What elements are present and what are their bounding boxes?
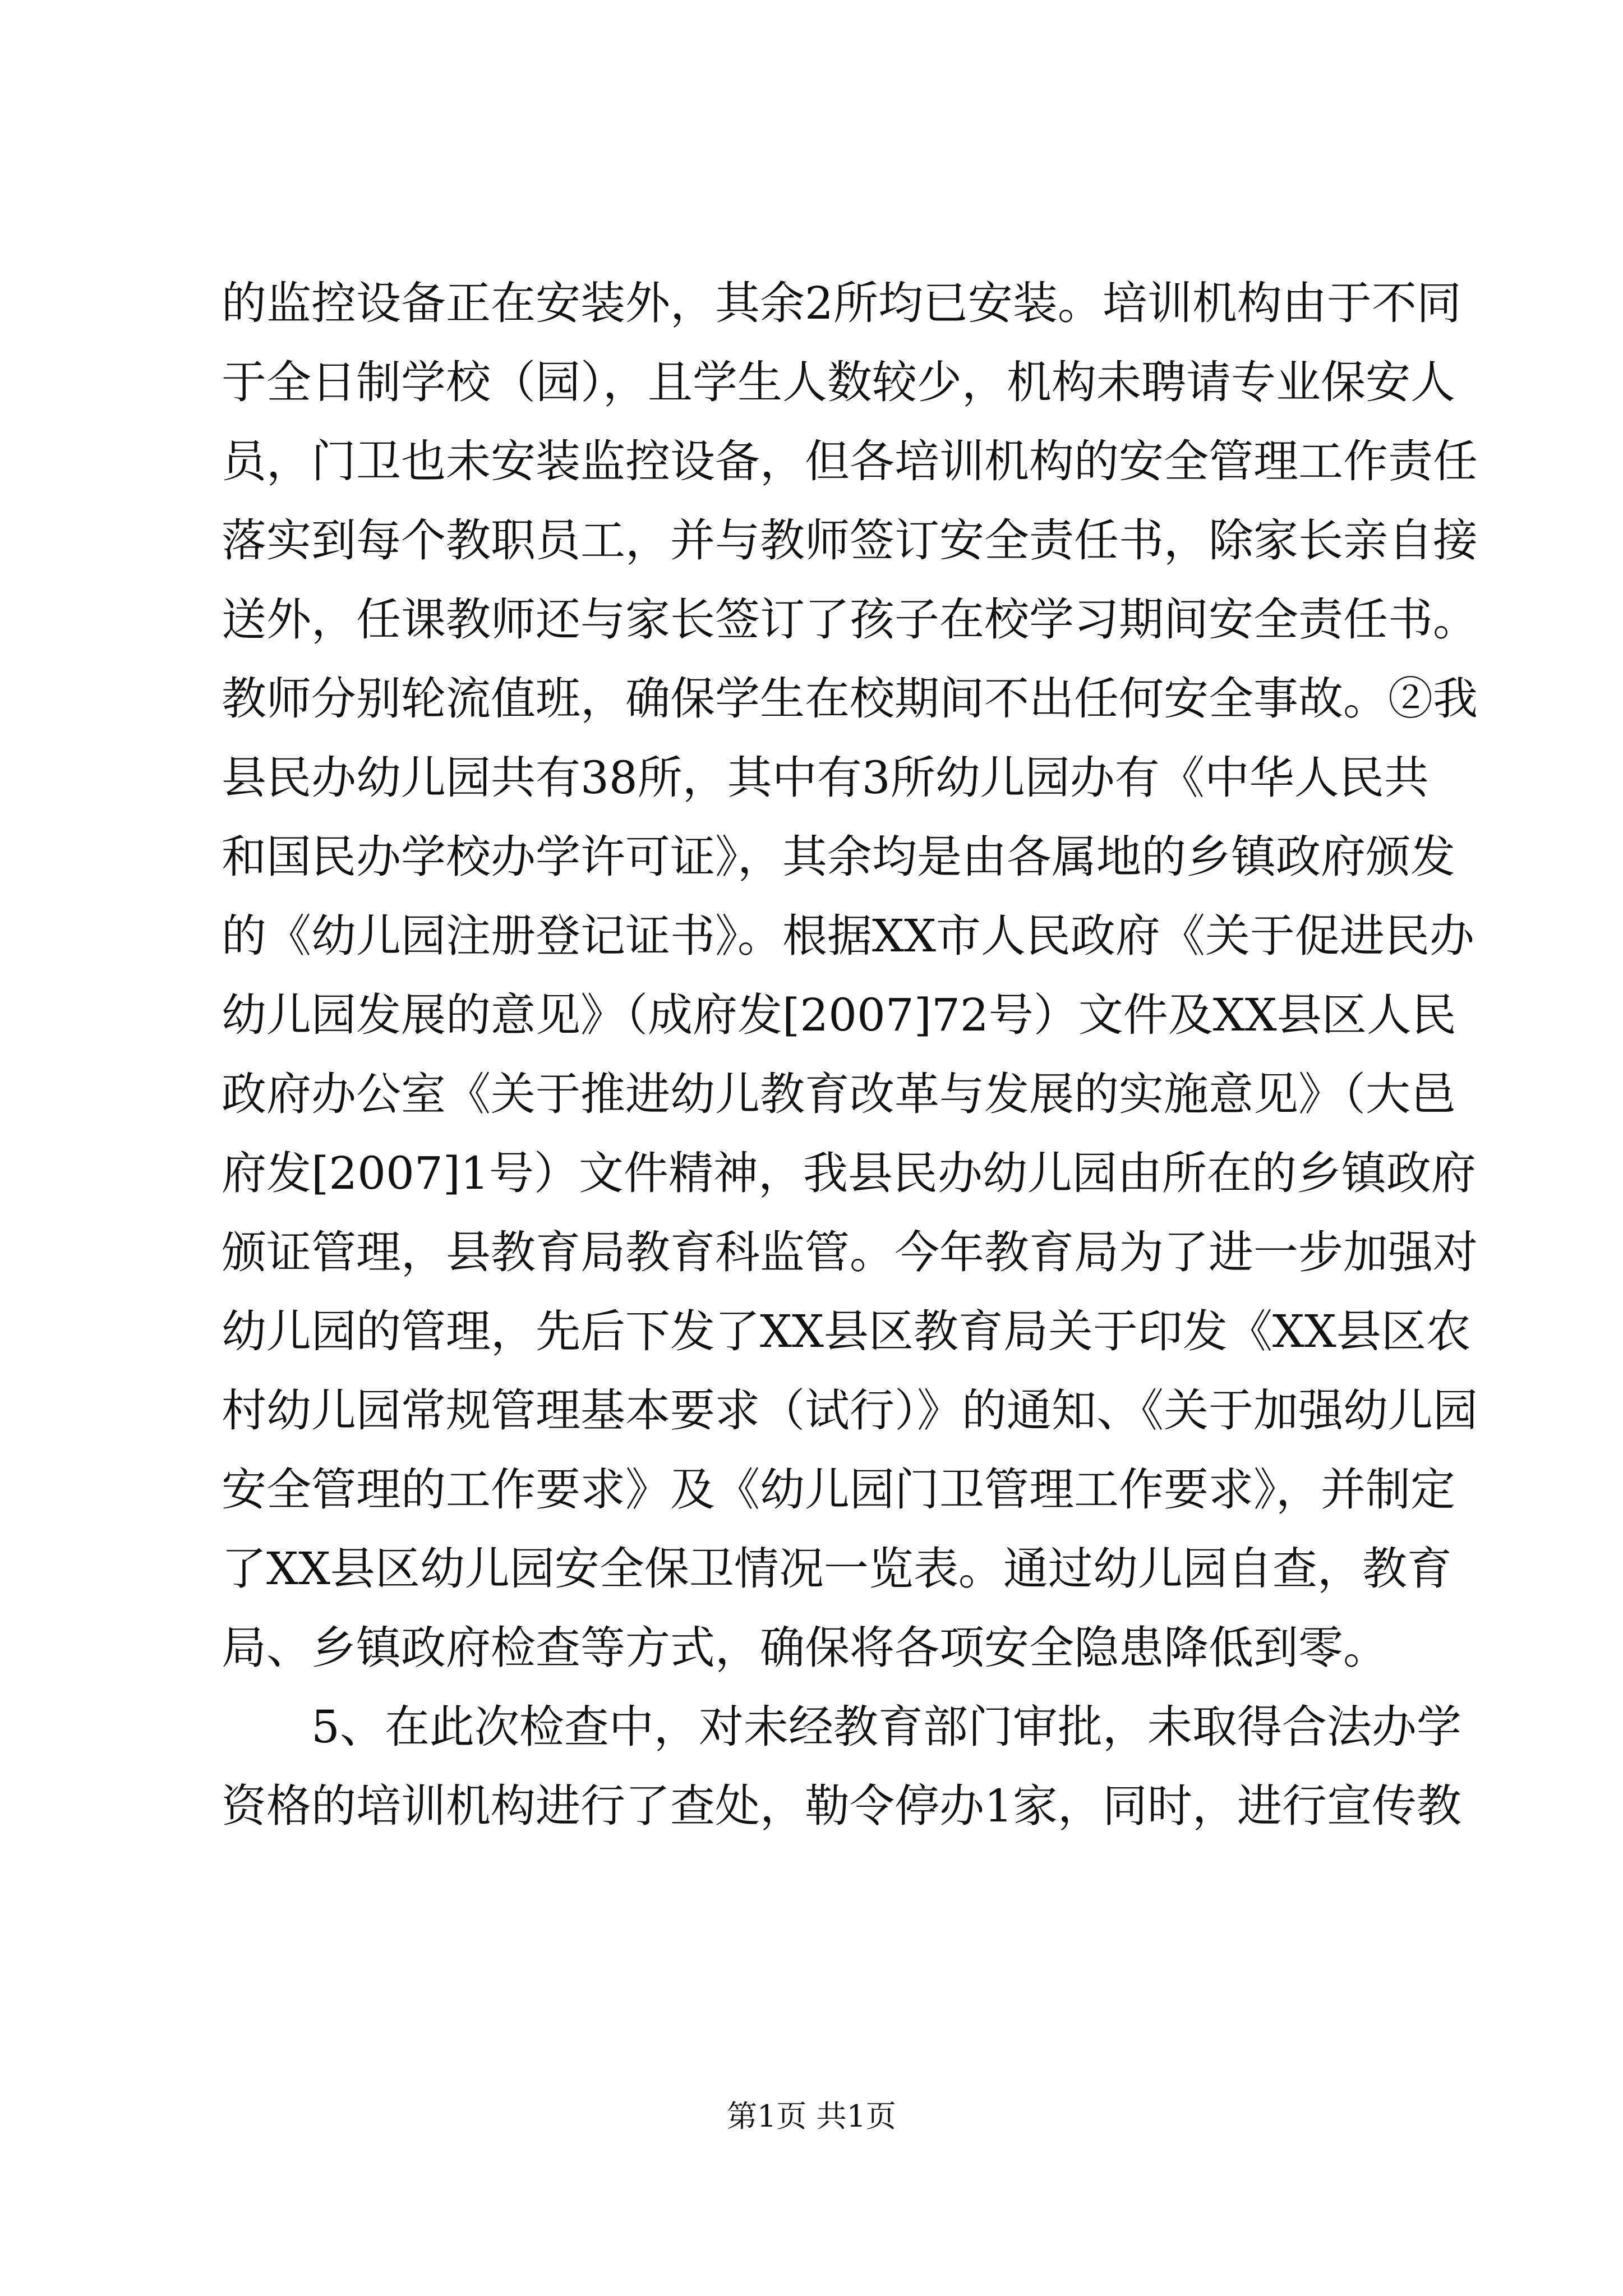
text-line: 幼儿园发展的意见》（成府发[2007]72号）文件及XX县区人民 bbox=[222, 989, 1456, 1041]
text-line: 教师分别轮流值班，确保学生在校期间不出任何安全事故。②我 bbox=[222, 673, 1478, 725]
text-line: 政府办公室《关于推进幼儿教育改革与发展的实施意见》（大邑 bbox=[222, 1068, 1455, 1120]
page-footer: 第1页 共1页 bbox=[727, 2099, 896, 2134]
text-line: 安全管理的工作要求》及《幼儿园门卫管理工作要求》，并制定 bbox=[222, 1464, 1455, 1516]
text-line: 颁证管理，县教育局教育科监管。今年教育局为了进一步加强对 bbox=[222, 1226, 1478, 1278]
text-line: 幼儿园的管理，先后下发了XX县区教育局关于印发《XX县区农 bbox=[222, 1305, 1471, 1358]
text-line: 的监控设备正在安装外，其余2所均已安装。培训机构由于不同 bbox=[222, 277, 1461, 329]
text-line: 资格的培训机构进行了查处，勒令停办1家，同时，进行宣传教 bbox=[222, 1780, 1461, 1832]
text-line-paragraph-start: 5、在此次检查中，对未经教育部门审批，未取得合法办学 bbox=[222, 1701, 1461, 1753]
text-line: 了XX县区幼儿园安全保卫情况一览表。通过幼儿园自查，教育 bbox=[222, 1543, 1452, 1595]
text-line: 和国民办学校办学许可证》，其余均是由各属地的乡镇政府颁发 bbox=[222, 831, 1455, 883]
text-line: 于全日制学校（园），且学生人数较少，机构未聘请专业保安人 bbox=[222, 356, 1455, 408]
text-line: 送外，任课教师还与家长签订了孩子在校学习期间安全责任书。 bbox=[222, 593, 1478, 646]
text-line: 的《幼儿园注册登记证书》。根据XX市人民政府《关于促进民办 bbox=[222, 910, 1474, 962]
text-line: 员，门卫也未安装监控设备，但各培训机构的安全管理工作责任 bbox=[222, 435, 1478, 487]
text-line: 县民办幼儿园共有38所，其中有3所幼儿园办有《中华人民共 bbox=[222, 752, 1429, 804]
text-line-paragraph-end: 局、乡镇政府检查等方式，确保将各项安全隐患降低到零。 bbox=[222, 1622, 1388, 1674]
text-line: 村幼儿园常规管理基本要求（试行）》的通知、《关于加强幼儿园 bbox=[222, 1384, 1478, 1437]
text-line: 府发[2007]1号）文件精神，我县民办幼儿园由所在的乡镇政府 bbox=[222, 1147, 1476, 1199]
document-body bbox=[222, 264, 1478, 1846]
text-line: 落实到每个教职员工，并与教师签订安全责任书，除家长亲自接 bbox=[222, 514, 1478, 567]
